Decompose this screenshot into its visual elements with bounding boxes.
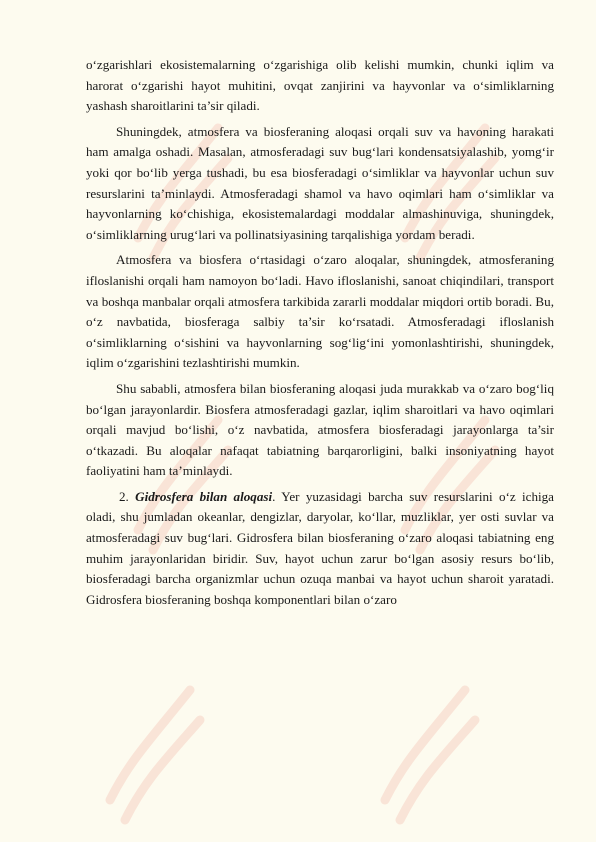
section-heading: Gidrosfera bilan aloqasi bbox=[135, 488, 273, 504]
paragraph: Shuningdek, atmosfera va biosferaning aloqasi orqali suv va havoning harakati ham amalga oshadi. Masalan, atmosferadagi suv bug‘lari kondensatsiyalashib, yomg‘ir yoki qor bo‘lib yerga tushadi, bu esa biosferadagi o‘simliklar va hayvonlar uchun suv resurslarini ta’minlaydi. Atmosferadagi shamol va havo oqimlari ham o‘simliklar va hayvonlarning ko‘chishiga, ekosistemalardagi moddalar almashinuviga, shuningdek, o‘simliklarning urug‘lari va pollinatsiyasining tarqalishiga yordam beradi. bbox=[86, 123, 554, 242]
section-number: 2. bbox=[119, 488, 129, 504]
paragraph: Shu sababli, atmosfera bilan biosferaning aloqasi juda murakkab va o‘zaro bog‘liq bo‘lgan jarayonlardir. Biosfera atmosferadagi gazlar, iqlim sharoitlari va havo oqimlari orqali mavjud bo‘lishi, o‘z navbatida, atmosfera biosferadagi jarayonlarga ta’sir o‘tkazadi. Bu aloqalar nafaqat tabiatning barqarorligini, balki insoniyatning hayot faoliyatini ham ta’minlaydi. bbox=[86, 380, 554, 479]
paragraph: Atmosfera va biosfera o‘rtasidagi o‘zaro aloqalar, shuningdek, atmosferaning ifloslanishi orqali ham namoyon bo‘ladi. Havo ifloslanishi, sanoat chiqindilari, transport va boshqa manbalar orqali atmosfera tarkibida zararli moddalar miqdori ortib boradi. Bu, o‘z navbatida, biosferaga salbiy ta’sir ko‘rsatadi. Atmosferadagi ifloslanish o‘simliklarning o‘sishini va hayvonlarning sog‘lig‘ini yomonlashtirishi, shuningdek, iqlim o‘zgarishini tezlashtirishi mumkin. bbox=[86, 252, 554, 371]
section-text: . Yer yuzasidagi barcha suv resurslarini o‘z ichiga oladi, shu jumladan okeanlar, dengizlar, daryolar, ko‘llar, muzliklar, yer osti suvlar va atmosferadagi suv bug‘lari. Gidrosfera bilan biosferaning o‘zaro aloqasi tabiatning eng muhim jarayonlaridan biridir. Suv, hayot uchun zarur bo‘lgan asosiy resurs bo‘lib, biosferadagi barcha organizmlar uchun ozuqa manbai va hayot uchun sharoit yaratadi. Gidrosfera biosferaning boshqa komponentlari bilan o‘zaro bbox=[86, 488, 554, 607]
document-body bbox=[86, 55, 554, 615]
paragraph: o‘zgarishlari ekosistemalarning o‘zgarishiga olib kelishi mumkin, chunki iqlim va harorat o‘zgarishi hayot muhitini, ovqat zanjirini va hayvonlar va o‘simliklarning yashash sharoitlarini ta’sir qiladi. bbox=[86, 57, 554, 114]
section-paragraph bbox=[86, 487, 554, 611]
watermark-logo-icon bbox=[365, 650, 485, 840]
watermark-logo-icon bbox=[90, 650, 210, 840]
